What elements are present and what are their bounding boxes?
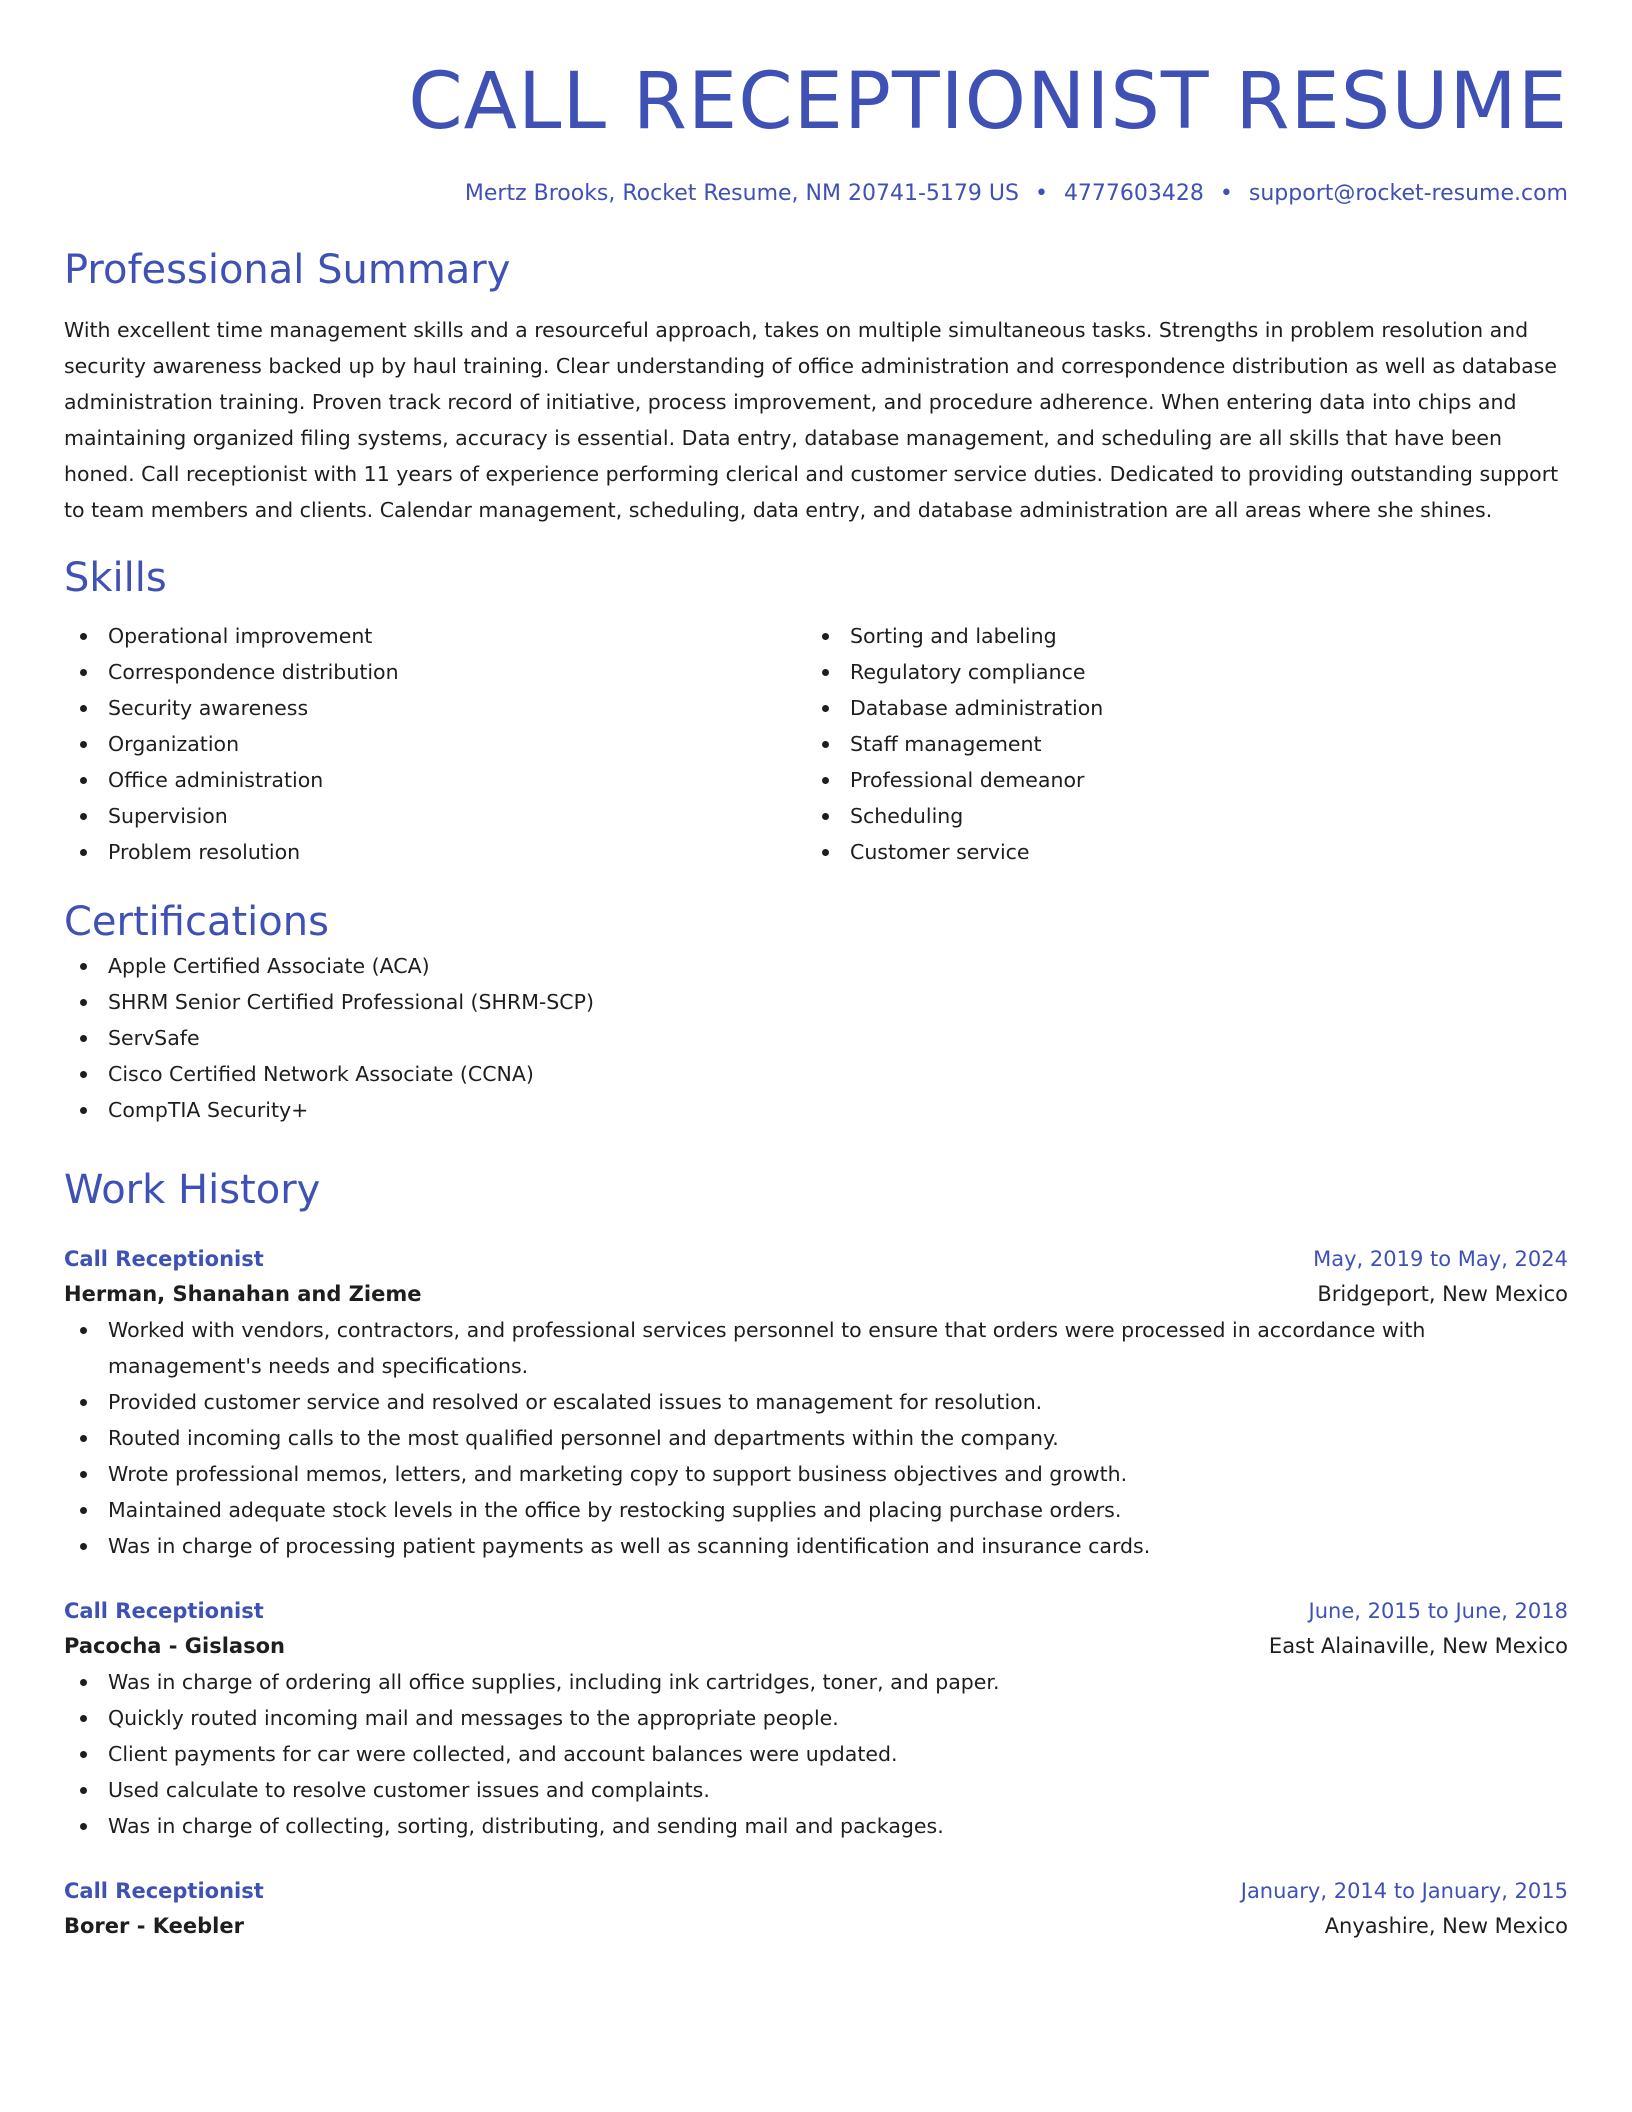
certification-item: CompTIA Security+ — [64, 1092, 1568, 1128]
job-company: Herman, Shanahan and Zieme — [64, 1282, 422, 1306]
job-duty: Provided customer service and resolved or escalated issues to management for resolution. — [64, 1384, 1568, 1420]
skill-item: Sorting and labeling — [806, 618, 1548, 654]
certification-item: Cisco Certified Network Associate (CCNA) — [64, 1056, 1568, 1092]
job-duty: Client payments for car were collected, and account balances were updated. — [64, 1736, 1568, 1772]
resume-page — [64, 0, 1568, 1944]
job-duty: Used calculate to resolve customer issues and complaints. — [64, 1772, 1568, 1808]
certifications-heading: Certifications — [64, 899, 329, 945]
job-duties-list — [64, 1664, 1568, 1844]
skills-column-right — [806, 618, 1548, 870]
skills-grid — [64, 618, 1568, 870]
skill-item: Professional demeanor — [806, 762, 1548, 798]
job-company-row — [64, 1276, 1568, 1312]
contact-separator: • — [1034, 181, 1048, 206]
contact-email[interactable]: support@rocket-resume.com — [1248, 181, 1568, 206]
job-duties-list — [64, 1312, 1568, 1564]
skill-item: Correspondence distribution — [64, 654, 806, 690]
skill-item: Office administration — [64, 762, 806, 798]
certification-item: ServSafe — [64, 1020, 1568, 1056]
contact-phone: 4777603428 — [1063, 181, 1204, 206]
resume-title: CALL RECEPTIONIST RESUME — [408, 57, 1568, 147]
contact-line — [64, 178, 1568, 210]
job-duty: Quickly routed incoming mail and messages to the appropriate people. — [64, 1700, 1568, 1736]
job-location: East Alainaville, New Mexico — [1268, 1634, 1568, 1658]
certification-item: SHRM Senior Certified Professional (SHRM-SCP) — [64, 984, 1568, 1020]
skill-item: Supervision — [64, 798, 806, 834]
job-header-row — [64, 1242, 1568, 1276]
skill-item: Regulatory compliance — [806, 654, 1548, 690]
contact-address: Mertz Brooks, Rocket Resume, NM 20741-5179 US — [464, 181, 1019, 206]
job-title: Call Receptionist — [64, 1247, 264, 1271]
job-location: Bridgeport, New Mexico — [1317, 1282, 1568, 1306]
job-company-row — [64, 1628, 1568, 1664]
skills-heading: Skills — [64, 555, 167, 601]
job-duty: Routed incoming calls to the most qualified personnel and departments within the company. — [64, 1420, 1568, 1456]
skill-item: Organization — [64, 726, 806, 762]
skills-list-right — [806, 618, 1548, 870]
job-header-row — [64, 1874, 1568, 1908]
job-dates: January, 2014 to January, 2015 — [1240, 1879, 1568, 1903]
job-duty: Wrote professional memos, letters, and marketing copy to support business objectives and growth. — [64, 1456, 1568, 1492]
skill-item: Customer service — [806, 834, 1548, 870]
certifications-list — [64, 948, 1568, 1128]
skill-item: Security awareness — [64, 690, 806, 726]
job-company-row — [64, 1908, 1568, 1944]
skill-item: Database administration — [806, 690, 1548, 726]
work-history-heading: Work History — [64, 1167, 321, 1213]
job-duty: Was in charge of ordering all office supplies, including ink cartridges, toner, and paper. — [64, 1664, 1568, 1700]
contact-separator: • — [1219, 181, 1233, 206]
skills-list-left — [64, 618, 806, 870]
skill-item: Problem resolution — [64, 834, 806, 870]
skill-item: Staff management — [806, 726, 1548, 762]
job-header-row — [64, 1594, 1568, 1628]
job-entry — [64, 1594, 1568, 1844]
job-title: Call Receptionist — [64, 1599, 264, 1623]
job-duty: Was in charge of collecting, sorting, distributing, and sending mail and packages. — [64, 1808, 1568, 1844]
job-title: Call Receptionist — [64, 1879, 264, 1903]
job-company: Borer - Keebler — [64, 1914, 244, 1938]
job-duty: Maintained adequate stock levels in the office by restocking supplies and placing purchase orders. — [64, 1492, 1568, 1528]
job-entry — [64, 1874, 1568, 1944]
job-duty: Worked with vendors, contractors, and professional services personnel to ensure that orders were processed in accordance with management's needs and specifications. — [64, 1312, 1568, 1384]
skill-item: Scheduling — [806, 798, 1548, 834]
job-dates: June, 2015 to June, 2018 — [1308, 1599, 1568, 1623]
skills-column-left — [64, 618, 806, 870]
job-entry — [64, 1242, 1568, 1564]
summary-text: With excellent time management skills and a resourceful approach, takes on multiple simultaneous tasks. Strengths in problem resolution and security awareness backed up by haul training. Clear understanding of office administration and correspondence distribution as well as database administration training. Proven track record of initiative, process improvement, and procedure adherence. When entering data into chips and maintaining organized filing systems, accuracy is essential. Data entry, database management, and scheduling are all skills that have been honed. Call receptionist with 11 years of experience performing clerical and customer service duties. Dedicated to providing outstanding support to team members and clients. Calendar management, scheduling, data entry, and database administration are all areas where she shines. — [64, 318, 1559, 522]
job-company: Pacocha - Gislason — [64, 1634, 285, 1658]
summary-heading: Professional Summary — [64, 247, 511, 293]
certification-item: Apple Certified Associate (ACA) — [64, 948, 1568, 984]
job-location: Anyashire, New Mexico — [1324, 1914, 1568, 1938]
job-dates: May, 2019 to May, 2024 — [1313, 1247, 1568, 1271]
job-duty: Was in charge of processing patient payments as well as scanning identification and insurance cards. — [64, 1528, 1568, 1564]
skill-item: Operational improvement — [64, 618, 806, 654]
